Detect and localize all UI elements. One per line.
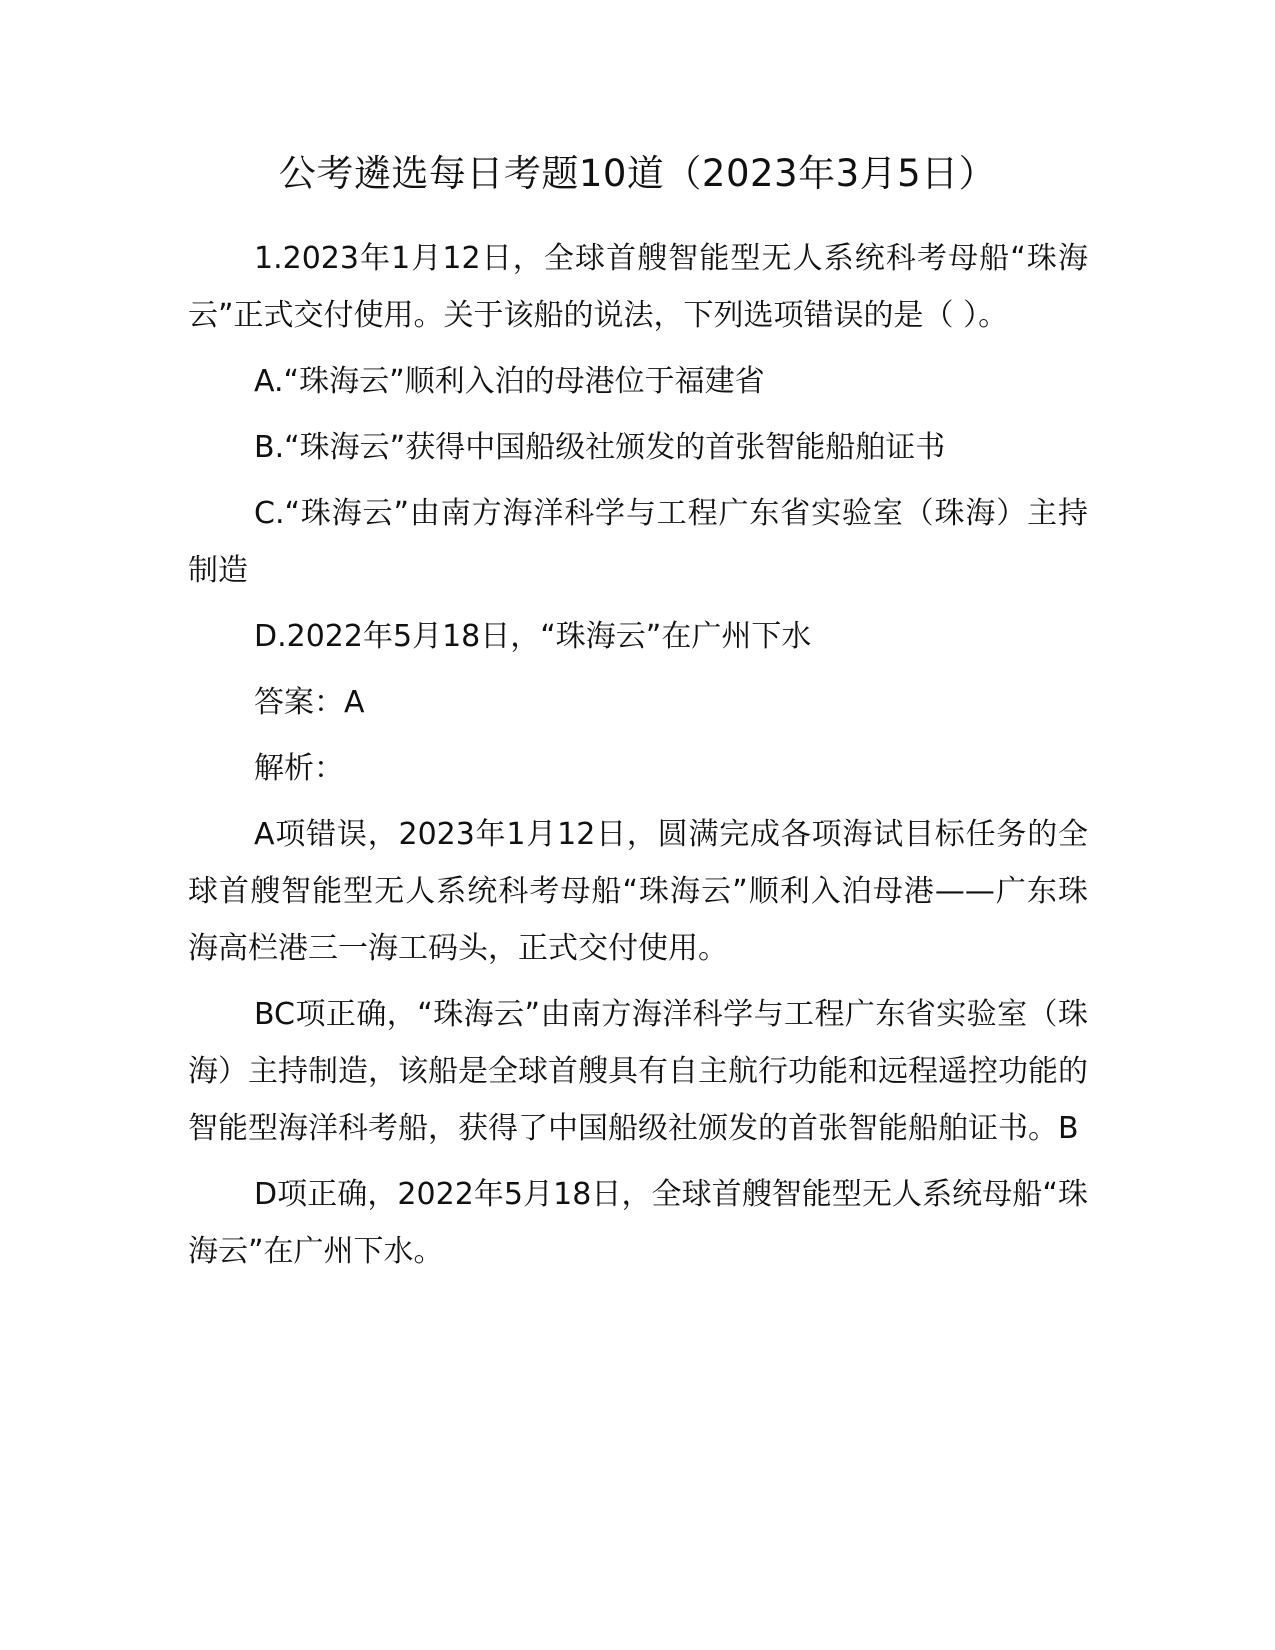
analysis-paragraph-d: D项正确，2022年5月18日，全球首艘智能型无人系统母船“珠海云”在广州下水。 [188,1177,1088,1269]
question-body [188,230,1088,1289]
analysis-paragraph-a: A项错误，2023年1月12日，圆满完成各项海试目标任务的全球首艘智能型无人系统科考母船“珠海云”顺利入泊母港——广东珠海高栏港三一海工码头，正式交付使用。 [188,817,1088,966]
option-a: A.“珠海云”顺利入泊的母港位于福建省 [254,364,765,399]
option-b: B.“珠海云”获得中国船级社颁发的首张智能船舶证书 [254,430,946,465]
option-d: D.2022年5月18日，“珠海云”在广州下水 [254,619,812,654]
analysis-paragraph-bc: BC项正确，“珠海云”由南方海洋科学与工程广东省实验室（珠海）主持制造，该船是全球首艘具有自主航行功能和远程遥控功能的智能型海洋科考船，获得了中国船级社颁发的首张智能船舶证书。B [188,997,1088,1146]
option-c: C.“珠海云”由南方海洋科学与工程广东省实验室（珠海）主持制造 [188,496,1088,588]
analysis-label: 解析： [254,751,344,786]
question-stem: 1.2023年1月12日，全球首艘智能型无人系统科考母船“珠海云”正式交付使用。关于该船的说法，下列选项错误的是（ ）。 [188,241,1088,333]
answer-line: 答案：A [254,685,365,720]
document-title: 公考遴选每日考题10道（2023年3月5日） [278,152,997,195]
